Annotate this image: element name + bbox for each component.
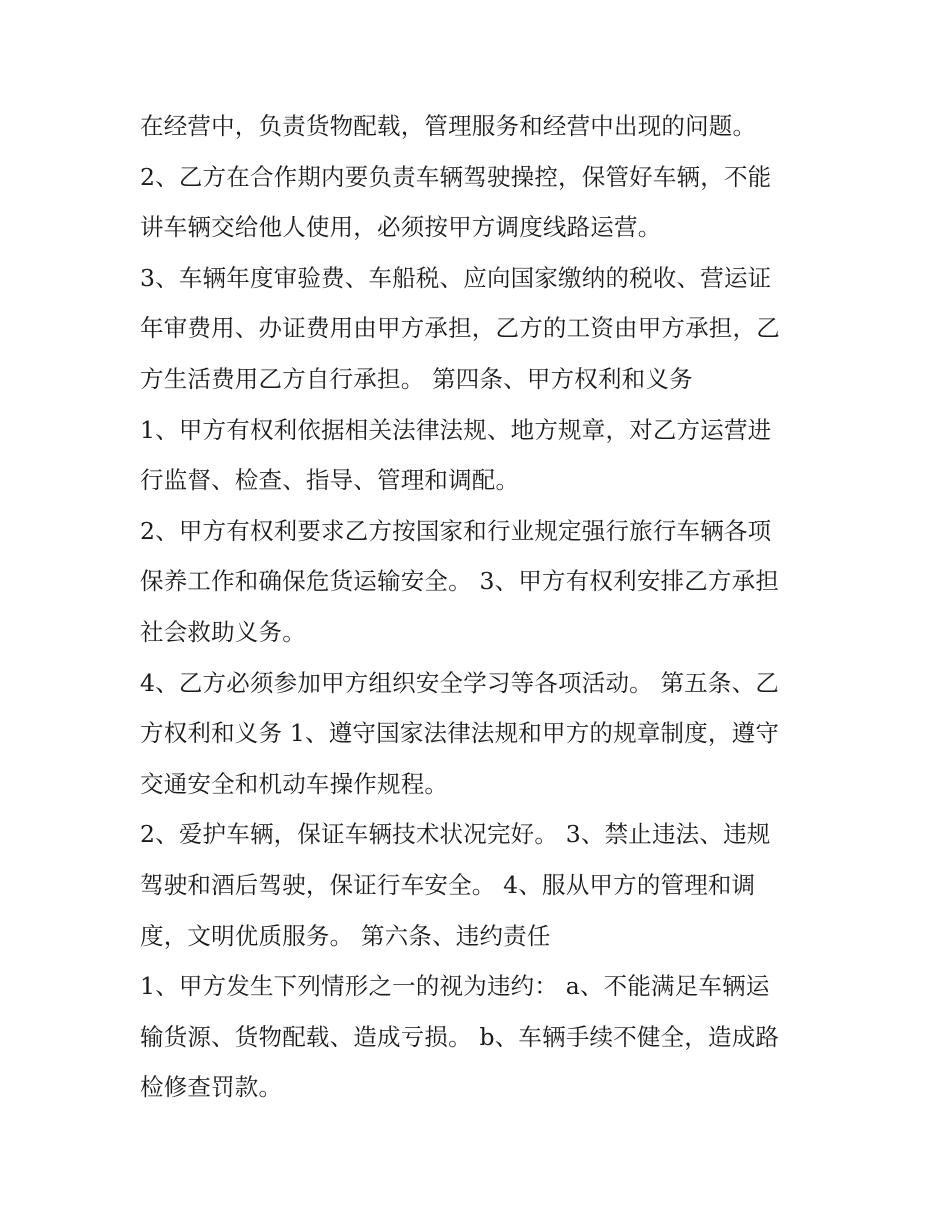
text-line: 方权利和义务 1、遵守国家法律法规和甲方的规章制度，遵守 (140, 719, 780, 748)
text-line: 度，文明优质服务。 第六条、违约责任 (140, 921, 551, 950)
text-line: 行监督、检查、指导、管理和调配。 (140, 466, 520, 495)
text-line: 在经营中，负责货物配载，管理服务和经营中出现的问题。 (140, 112, 757, 140)
text-line: 驾驶和酒后驾驶，保证行车安全。 4、服从甲方的管理和调 (140, 870, 756, 899)
text-line: 方生活费用乙方自行承担。 第四条、甲方权利和义务 (140, 364, 693, 393)
text-line: 2、爱护车辆，保证车辆技术状况完好。 3、禁止违法、违规 (140, 820, 771, 849)
text-line: 1、甲方发生下列情形之一的视为违约： a、不能满足车辆运 (140, 972, 770, 1001)
text-line: 4、乙方必须参加甲方组织安全学习等各项活动。 第五条、乙 (140, 668, 780, 697)
text-line: 2、甲方有权利要求乙方按国家和行业规定强行旅行车辆各项 (140, 516, 772, 545)
text-line: 1、甲方有权利依据相关法律法规、地方规章，对乙方运营进 (140, 415, 772, 444)
text-line: 2、乙方在合作期内要负责车辆驾驶操控，保管好车辆，不能 (140, 162, 772, 191)
text-line: 年审费用、办证费用由甲方承担，乙方的工资由甲方承担，乙 (140, 314, 780, 343)
text-line: 交通安全和机动车操作规程。 (140, 769, 449, 798)
text-line: 保养工作和确保危货运输安全。 3、甲方有权利安排乙方承担 (140, 567, 780, 596)
document-body (140, 101, 820, 1113)
text-line: 3、车辆年度审验费、车船税、应向国家缴纳的税收、营运证 (140, 263, 772, 292)
text-line: 输货源、货物配载、造成亏损。 b、车辆手续不健全，造成路 (140, 1022, 780, 1051)
text-line: 检修查罚款。 (140, 1073, 283, 1102)
text-line: 社会救助义务。 (140, 617, 306, 646)
text-line: 讲车辆交给他人使用，必须按甲方调度线路运营。 (140, 213, 662, 242)
